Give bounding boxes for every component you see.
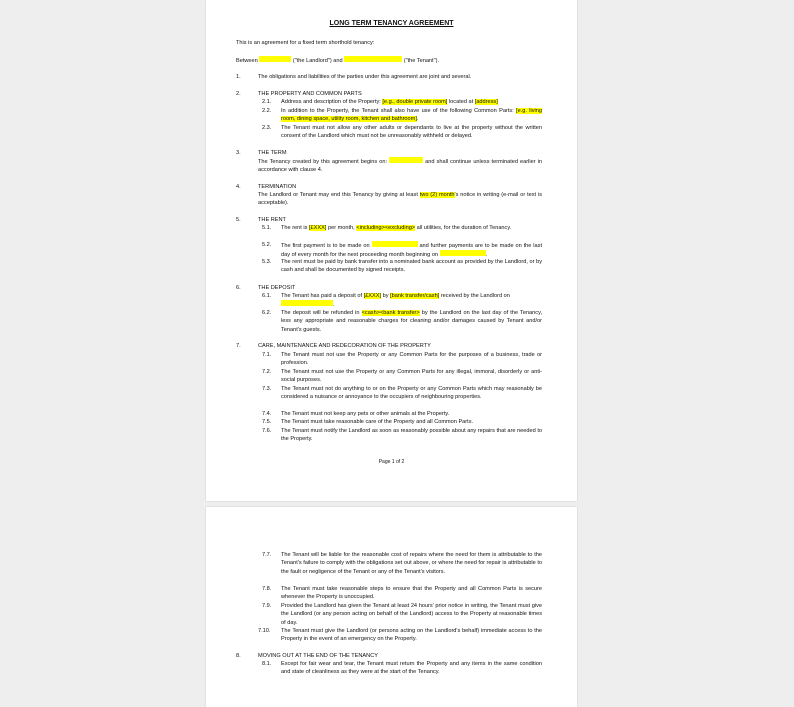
intro-text: This is an agreement for a fixed term shorthold tenancy: [236,40,375,46]
clause-7-5-text: The Tenant must take reasonable care of the Property and all Common Parts. [281,419,474,425]
clause-7-4-number: 7.4. [262,411,272,417]
clause-2-1-text: Address and description of the Property: [e.g., double private room] located at [address] [281,99,498,105]
payment-start-date-blank [440,250,486,256]
section-4-number: 4. [236,184,241,190]
clause-7-10-text: The Tenant must give the Landlord (or persons acting on the Landlord's behalf) immediate access to the Property in the event of an emergency on the Property. [281,628,542,643]
clause-5-2-text: The first payment is to be made on and further payments are to be made on the last day of every month for the next proceeding month beginning on . [281,243,543,259]
section-1-number: 1. [236,74,241,80]
clause-8-1-text: Except for fair wear and tear, the Tenant must return the Property and any items in the same condition and state of cleanliness as they were at the start of the Tenancy. [281,661,542,676]
clause-7-2-text: The Tenant must not use the Property or any Common Parts for any illegal, immoral, disorderly or anti-social purposes. [281,369,542,384]
section-5-heading: THE RENT [258,217,286,223]
clause-8-1-number: 8.1. [262,661,272,667]
clause-2-2-text: In addition to the Property, the Tenant shall also have use of the following Common Parts: [e.g. living room, dining space, utility room, kitchen and bathroom]. [281,108,543,123]
clause-7-1-number: 7.1. [262,352,272,358]
first-payment-date-blank [372,241,418,247]
clause-7-7-number: 7.7. [262,552,272,558]
parties-line [236,56,439,65]
clause-2-2-number: 2.2. [262,108,272,114]
document-page-1 [206,0,577,501]
clause-7-6-number: 7.6. [262,428,272,434]
section-2-heading: THE PROPERTY AND COMMON PARTS [258,91,362,97]
clause-7-4-text: The Tenant must not keep any pets or other animals at the Property. [281,411,450,417]
clause-5-3-number: 5.3. [262,259,272,265]
section-4-heading: TERMINATION [258,184,297,190]
clause-6-1-text: The Tenant has paid a deposit of [£XXX] by [bank transfer/cash] received by the Landlord on . [281,293,510,309]
clause-5-3-text: The rent must be paid by bank transfer into a nominated bank account as provided by the Landlord, or by cash and shall be documented by signed receipts. [281,259,542,274]
start-date-blank [389,157,423,163]
section-3-number: 3. [236,150,241,156]
clause-2-3-number: 2.3. [262,125,272,131]
clause-7-10-number: 7.10. [258,628,271,634]
clause-2-1-number: 2.1. [262,99,272,105]
deposit-date-blank [281,300,333,306]
section-8-heading: MOVING OUT AT THE END OF THE TENANCY [258,653,378,659]
clause-6-1-number: 6.1. [262,293,272,299]
section-6-heading: THE DEPOSIT [258,285,296,291]
section-7-number: 7. [236,343,241,349]
page-footer: Page 1 of 2 [378,459,405,465]
tenant-label: ("the Tenant"). [403,58,439,64]
section-4-text: The Landlord or Tenant may end this Tenancy by giving at least two (2) month's notice in writing (e-mail or text is acceptable). [258,192,542,207]
clause-7-2-number: 7.2. [262,369,272,375]
document-title: LONG TERM TENANCY AGREEMENT [329,20,454,27]
clause-7-6-text: The Tenant must notify the Landlord as soon as reasonably possible about any repairs that are needed to the Property. [281,428,542,443]
clause-7-1-text: The Tenant must not use the Property or any Common Parts for the purposes of a business, trade or profession. [281,352,542,367]
clause-7-8-text: The Tenant must take reasonable steps to ensure that the Property and all Common Parts is secure whenever the Property is unoccupied. [281,586,542,601]
section-3-text: The Tenancy created by this agreement begins on: and shall continue unless terminated earlier in accordance with clause 4. [258,159,542,174]
clause-5-2-number: 5.2. [262,242,272,248]
section-1-text: The obligations and liabilities of the parties under this agreement are joint and several. [258,74,472,80]
between-label: Between [236,58,258,64]
tenant-name-blank [344,56,402,62]
clause-6-2-text: The deposit will be refunded in <cash><bank transfer> by the Landlord on the last day of the Tenancy, less any appropriate and reasonable charges for cleaning and/or damages caused by Tenant and/or Tenant's guests. [281,310,543,333]
document-page-2 [206,507,577,707]
section-8-number: 8. [236,653,241,659]
section-6-number: 6. [236,285,241,291]
clause-2-3-text: The Tenant must not allow any other adults or dependants to live at the property without the written consent of the Landlord which must not be unreasonably withheld or delayed. [281,125,542,140]
section-7-heading: CARE, MAINTENANCE AND REDECORATION OF THE PROPERTY [258,343,431,349]
clause-7-5-number: 7.5. [262,419,272,425]
clause-7-8-number: 7.8. [262,586,272,592]
section-3-heading: THE TERM [258,150,287,156]
landlord-name-blank [259,56,291,62]
section-5-number: 5. [236,217,241,223]
landlord-label: ("the Landlord") and [292,58,343,64]
clause-7-3-number: 7.3. [262,386,272,392]
clause-7-7-text: The Tenant will be liable for the reasonable cost of repairs where the need for them is attributable to the Tenant's failure to comply with the obligations set out above, or where the need for repair is attributable to the fault or negligence of the Tenant or any of the Tenant's visitors. [281,552,542,575]
clause-7-9-text: Provided the Landlord has given the Tenant at least 24 hours' prior notice in writing, the Tenant must give the Landlord (or any person acting on behalf of the Landlord) access to the Property at reasonable times of day. [281,603,542,626]
clause-5-1-text: The rent is [£XXX] per month, <including><excluding> all utilities, for the duration of Tenancy. [281,225,512,231]
clause-7-9-number: 7.9. [262,603,272,609]
section-2-number: 2. [236,91,241,97]
clause-5-1-number: 5.1. [262,225,272,231]
clause-6-2-number: 6.2. [262,310,272,316]
clause-7-3-text: The Tenant must not do anything to or on the Property or any Common Parts which may reasonably be considered a nuisance or annoyance to the occupiers of neighbouring properties. [281,386,542,401]
